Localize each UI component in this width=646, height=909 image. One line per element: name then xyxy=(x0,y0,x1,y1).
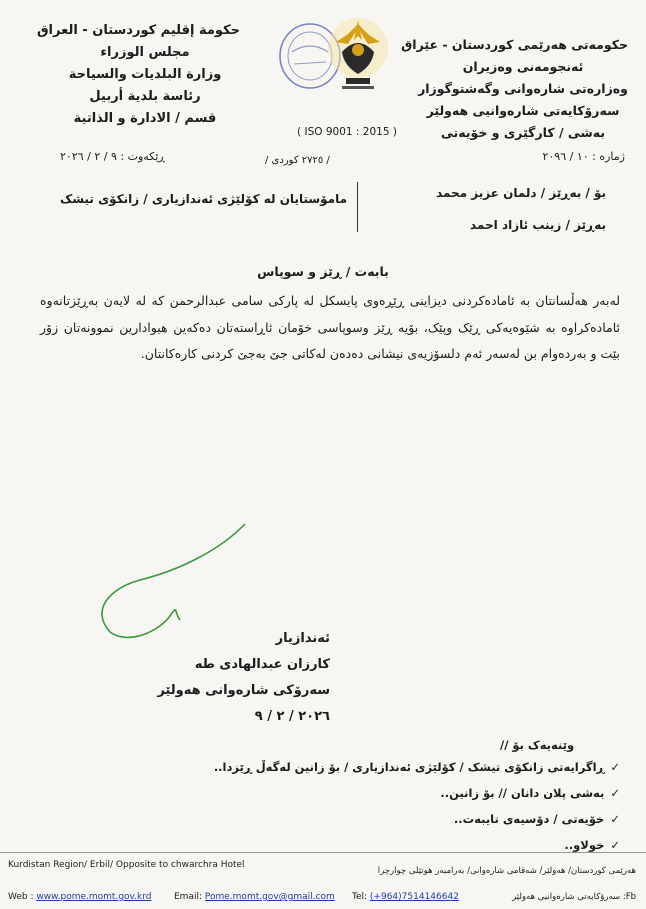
phone-link[interactable]: (+964)7514146642 xyxy=(369,892,459,902)
header-kurdish-line: ئەنجومەنی وەزیران xyxy=(462,59,584,74)
header-arabic-line: وزارة البلديات والسياحة xyxy=(68,67,222,82)
letter-body-text: لەبەر هەڵسانتان بە ئامادەکردنی دیزاینی ڕێڕەوی پایسکل لە پارکی سامی عبدالرحمن کە لە لایەن بەڕێزتانەوە ئامادەکراوە بە شێوەیەکی ڕێک وپێک، بۆیە ڕێز وسوپاسی خۆمان ئاڕاستەتان دەکەین هیوادارین نموونەتان زۆر بێت و بەردەوام بن لەسەر ئەم دلسۆزیەی نیشانی دەدەن لەکاتی جێ بەجێ کردنی کارەکانتان. xyxy=(40,293,620,361)
footer-website xyxy=(8,892,152,902)
header-arabic-line: حكومة إقليم كوردستان - العراق xyxy=(36,23,240,38)
check-icon: ✓ xyxy=(610,838,620,852)
footer-address-kurdish: هەرێمی کوردستان/ هەولێر/ شەقامی شارەوانی/ بەرامبەر هوتێلی چوارچرا xyxy=(377,866,636,876)
footer-facebook: Fb: سەرۆکایەتی شارەوانیی هەولێر xyxy=(512,892,636,902)
check-icon: ✓ xyxy=(610,786,620,800)
signature-block xyxy=(150,626,330,730)
recipient-2: بەڕێز / زینب ئازاد احمد xyxy=(470,218,606,232)
header-kurdish-line: وەزارەتی شارەوانی وگەشتوگوزار xyxy=(418,81,628,96)
recipient-1: بۆ / بەڕێز / دلمان عزیز محمد xyxy=(436,186,606,200)
cc-item-text: ڕاگرایەتی زانکۆی تیشک / کۆلێژی ئەندازیاری / بۆ زانین لەگەڵ ڕێزدا.. xyxy=(213,760,605,774)
cc-item-text: خولاو.. xyxy=(564,838,605,852)
footer-address-english: Kurdistan Region/ Erbil/ Opposite to chwarchra Hotel xyxy=(8,860,245,870)
reference-number: ژمارە : ١٠ / ٢٠٩٦ xyxy=(542,150,625,163)
cc-item xyxy=(200,780,620,806)
footer-divider xyxy=(0,852,646,853)
signatory-title: ئەندازیار xyxy=(275,631,330,646)
kurdistan-emblem-icon xyxy=(318,14,398,104)
header-kurdish-line: بەشی / کارگێری و خۆیەتی xyxy=(440,125,606,140)
recipient-divider xyxy=(357,182,358,232)
letter-body xyxy=(40,288,620,368)
header-kurdish-line: حکومەتی هەرێمی کوردستان - عێراق xyxy=(401,37,628,52)
website-link[interactable]: www.pome.momt.gov.krd xyxy=(36,892,152,902)
header-arabic-line: قسم / الادارة و الذاتية xyxy=(73,111,217,126)
header-arabic-line: مجلس الوزراء xyxy=(100,45,190,60)
phone-label: Tel: xyxy=(352,892,368,902)
cc-list xyxy=(200,754,620,858)
signatory-position: سەرۆکی شارەوانی هەولێر xyxy=(157,683,330,698)
recipient-affiliation: مامۆستایان لە کۆلێژی ئەندازیاری / زانکۆی تیشک xyxy=(60,192,348,206)
cc-item-text: بەشی پلان دانان // بۆ زانین.. xyxy=(440,786,605,800)
cc-item-text: خۆیەتی / دۆسیەی تایبەت.. xyxy=(453,812,605,826)
subject-line: بابەت / ڕێز و سوپاس xyxy=(257,264,389,279)
iso-certification: ( ISO 9001 : 2015 ) xyxy=(297,126,397,138)
cc-item xyxy=(200,832,620,858)
check-icon: ✓ xyxy=(610,812,620,826)
footer-phone xyxy=(352,892,459,902)
signature-date: ٢٠٢٦ / ٢ / ٩ xyxy=(254,709,330,724)
website-label: Web : xyxy=(8,892,34,902)
cc-item xyxy=(200,754,620,780)
header-kurdish xyxy=(401,34,628,144)
reference-kurdish-date: / ٢٧٢٥ کوردی / xyxy=(265,155,330,166)
header-arabic-line: رئاسة بلدية أربيل xyxy=(89,89,201,104)
header-kurdish-line: سەرۆکایەتی شارەوانیی هەولێر xyxy=(426,103,620,118)
cc-item xyxy=(200,806,620,832)
footer-email xyxy=(174,892,335,902)
cc-title: وێنەیەک بۆ // xyxy=(500,738,575,752)
email-link[interactable]: Pome.momt.gov@gmail.com xyxy=(204,892,335,902)
signatory-name: کارزان عبدالهادی طه xyxy=(194,657,330,672)
header-arabic xyxy=(36,20,240,130)
email-label: Email: xyxy=(174,892,203,902)
check-icon: ✓ xyxy=(610,760,620,774)
reference-date: ڕێکەوت : ٩ / ٢ / ٢٠٢٦ xyxy=(60,150,166,163)
